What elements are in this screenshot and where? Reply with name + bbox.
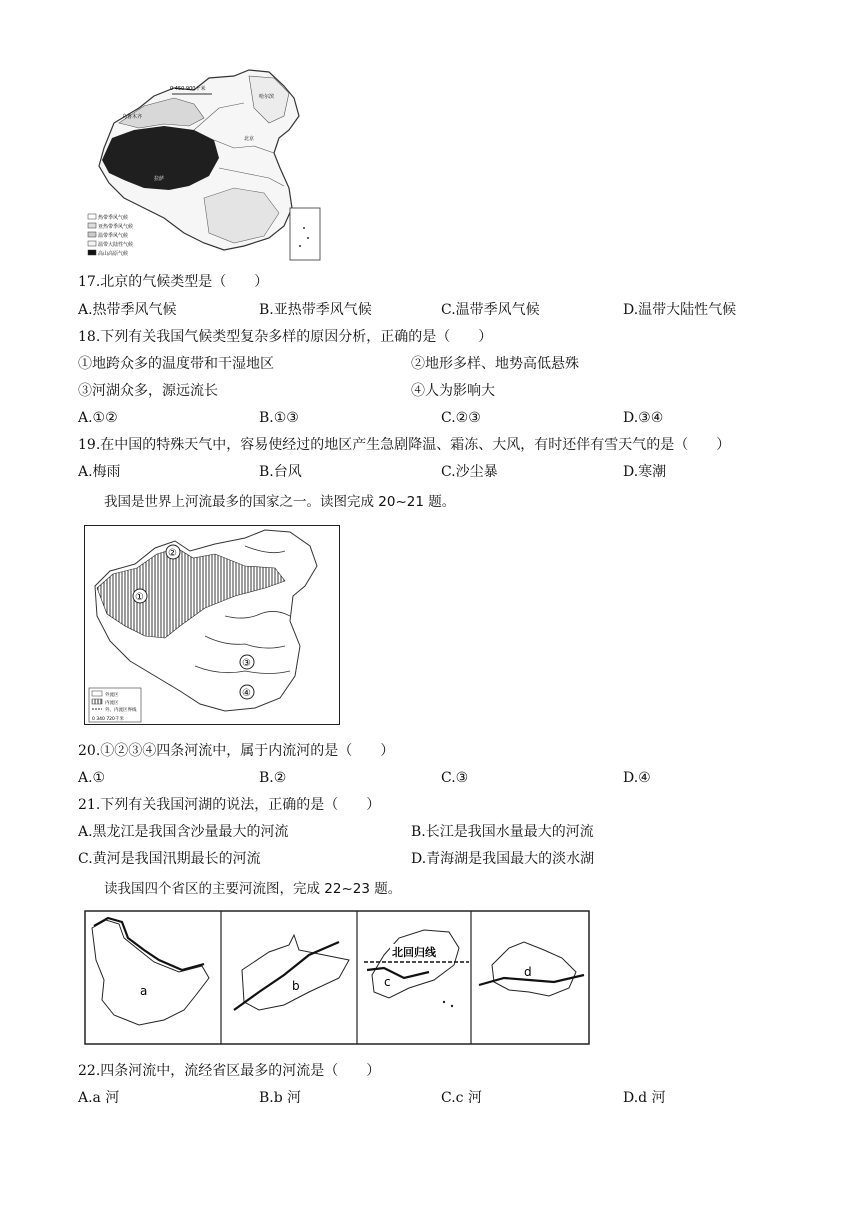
map1-place: 哈尔滨	[259, 94, 275, 100]
q17-option-a[interactable]: A.热带季风气候	[78, 302, 177, 318]
q20-option-a[interactable]: A.①	[78, 770, 106, 786]
svg-text:外流区: 外流区	[105, 693, 119, 698]
q17-option-b[interactable]: B.亚热带季风气候	[259, 302, 372, 318]
svg-text:③: ③	[242, 658, 251, 669]
q18-statement-4: ④人为影响大	[411, 383, 495, 399]
q21-option-d[interactable]: D.青海湖是我国最大的淡水湖	[411, 851, 595, 867]
q22-stem: 22.四条河流中，流经省区最多的河流是（ ）	[78, 1063, 381, 1079]
map1-place: 拉萨	[154, 176, 165, 182]
province-river-maps	[84, 910, 590, 1045]
q18-statement-2: ②地形多样、地势高低悬殊	[411, 356, 579, 372]
svg-text:①: ①	[135, 592, 144, 603]
svg-text:②: ②	[168, 548, 177, 559]
svg-text:d: d	[524, 965, 532, 979]
intro-20-21: 我国是世界上河流最多的国家之一。读图完成 20~21 题。	[104, 494, 456, 510]
q19-option-d[interactable]: D.寒潮	[623, 464, 667, 480]
q22-option-c[interactable]: C.c 河	[441, 1090, 482, 1106]
q18-statement-3: ③河湖众多，源远流长	[78, 383, 218, 399]
map1-scale: 0 450 900千米	[170, 86, 206, 92]
svg-text:温带季风气候: 温带季风气候	[98, 233, 129, 239]
svg-text:外、内流区界线: 外、内流区界线	[105, 708, 137, 713]
tropic-label: 北回归线	[392, 946, 436, 959]
river-marker-4	[240, 685, 254, 699]
river-marker-3	[240, 655, 254, 669]
q17-option-d[interactable]: D.温带大陆性气候	[623, 302, 737, 318]
svg-text:0 340 720千米: 0 340 720千米	[92, 717, 124, 722]
province-maps-svg	[84, 910, 590, 1045]
q19-option-a[interactable]: A.梅雨	[78, 464, 121, 480]
map1-legend	[88, 214, 133, 257]
q20-option-c[interactable]: C.③	[441, 770, 469, 786]
climate-map	[84, 68, 328, 264]
q18-option-a[interactable]: A.①②	[78, 410, 118, 426]
q18-option-c[interactable]: C.②③	[441, 410, 481, 426]
svg-text:温带大陆性气候: 温带大陆性气候	[98, 242, 134, 248]
q20-option-d[interactable]: D.④	[623, 770, 651, 786]
q22-option-d[interactable]: D.d 河	[623, 1090, 666, 1106]
q22-option-b[interactable]: B.b 河	[259, 1090, 302, 1106]
svg-text:c: c	[384, 975, 391, 989]
svg-text:亚热带季风气候: 亚热带季风气候	[98, 224, 134, 230]
river-region-map	[84, 525, 340, 725]
svg-text:热带季风气候: 热带季风气候	[98, 215, 129, 221]
q21-stem: 21.下列有关我国河湖的说法，正确的是（ ）	[78, 797, 381, 813]
intro-22-23: 读我国四个省区的主要河流图，完成 22~23 题。	[104, 881, 402, 897]
q18-stem: 18.下列有关我国气候类型复杂多样的原因分析，正确的是（ ）	[78, 329, 493, 345]
svg-text:内流区: 内流区	[105, 701, 119, 706]
q17-option-c[interactable]: C.温带季风气候	[441, 302, 540, 318]
map1-place: 北京	[244, 136, 255, 142]
q17-stem: 17.北京的气候类型是（ ）	[78, 274, 269, 290]
q19-stem: 19.在中国的特殊天气中，容易使经过的地区产生急剧降温、霜冻、大风，有时还伴有雪天气的是（ ）	[78, 437, 731, 453]
svg-text:b: b	[292, 979, 300, 993]
q19-option-c[interactable]: C.沙尘暴	[441, 464, 498, 480]
river-map-svg	[85, 526, 339, 724]
climate-map-svg	[84, 68, 328, 264]
q22-option-a[interactable]: A.a 河	[78, 1090, 120, 1106]
q20-stem: 20.①②③④四条河流中，属于内流河的是（ ）	[78, 743, 395, 759]
q19-option-b[interactable]: B.台风	[259, 464, 302, 480]
q18-option-d[interactable]: D.③④	[623, 410, 664, 426]
svg-text:a: a	[140, 984, 148, 998]
q18-option-b[interactable]: B.①③	[259, 410, 299, 426]
q21-option-b[interactable]: B.长江是我国水量最大的河流	[411, 824, 594, 840]
q21-option-a[interactable]: A.黑龙江是我国含沙量最大的河流	[78, 824, 289, 840]
q21-option-c[interactable]: C.黄河是我国汛期最长的河流	[78, 851, 261, 867]
svg-text:高山高原气候: 高山高原气候	[98, 251, 129, 257]
svg-text:④: ④	[242, 688, 251, 699]
q20-option-b[interactable]: B.②	[259, 770, 287, 786]
river-marker-2	[166, 545, 180, 559]
river-marker-1	[133, 589, 147, 603]
q18-statement-1: ①地跨众多的温度带和干湿地区	[78, 356, 274, 372]
map1-place: 乌鲁木齐	[122, 114, 143, 120]
south-sea-inset	[290, 208, 320, 260]
